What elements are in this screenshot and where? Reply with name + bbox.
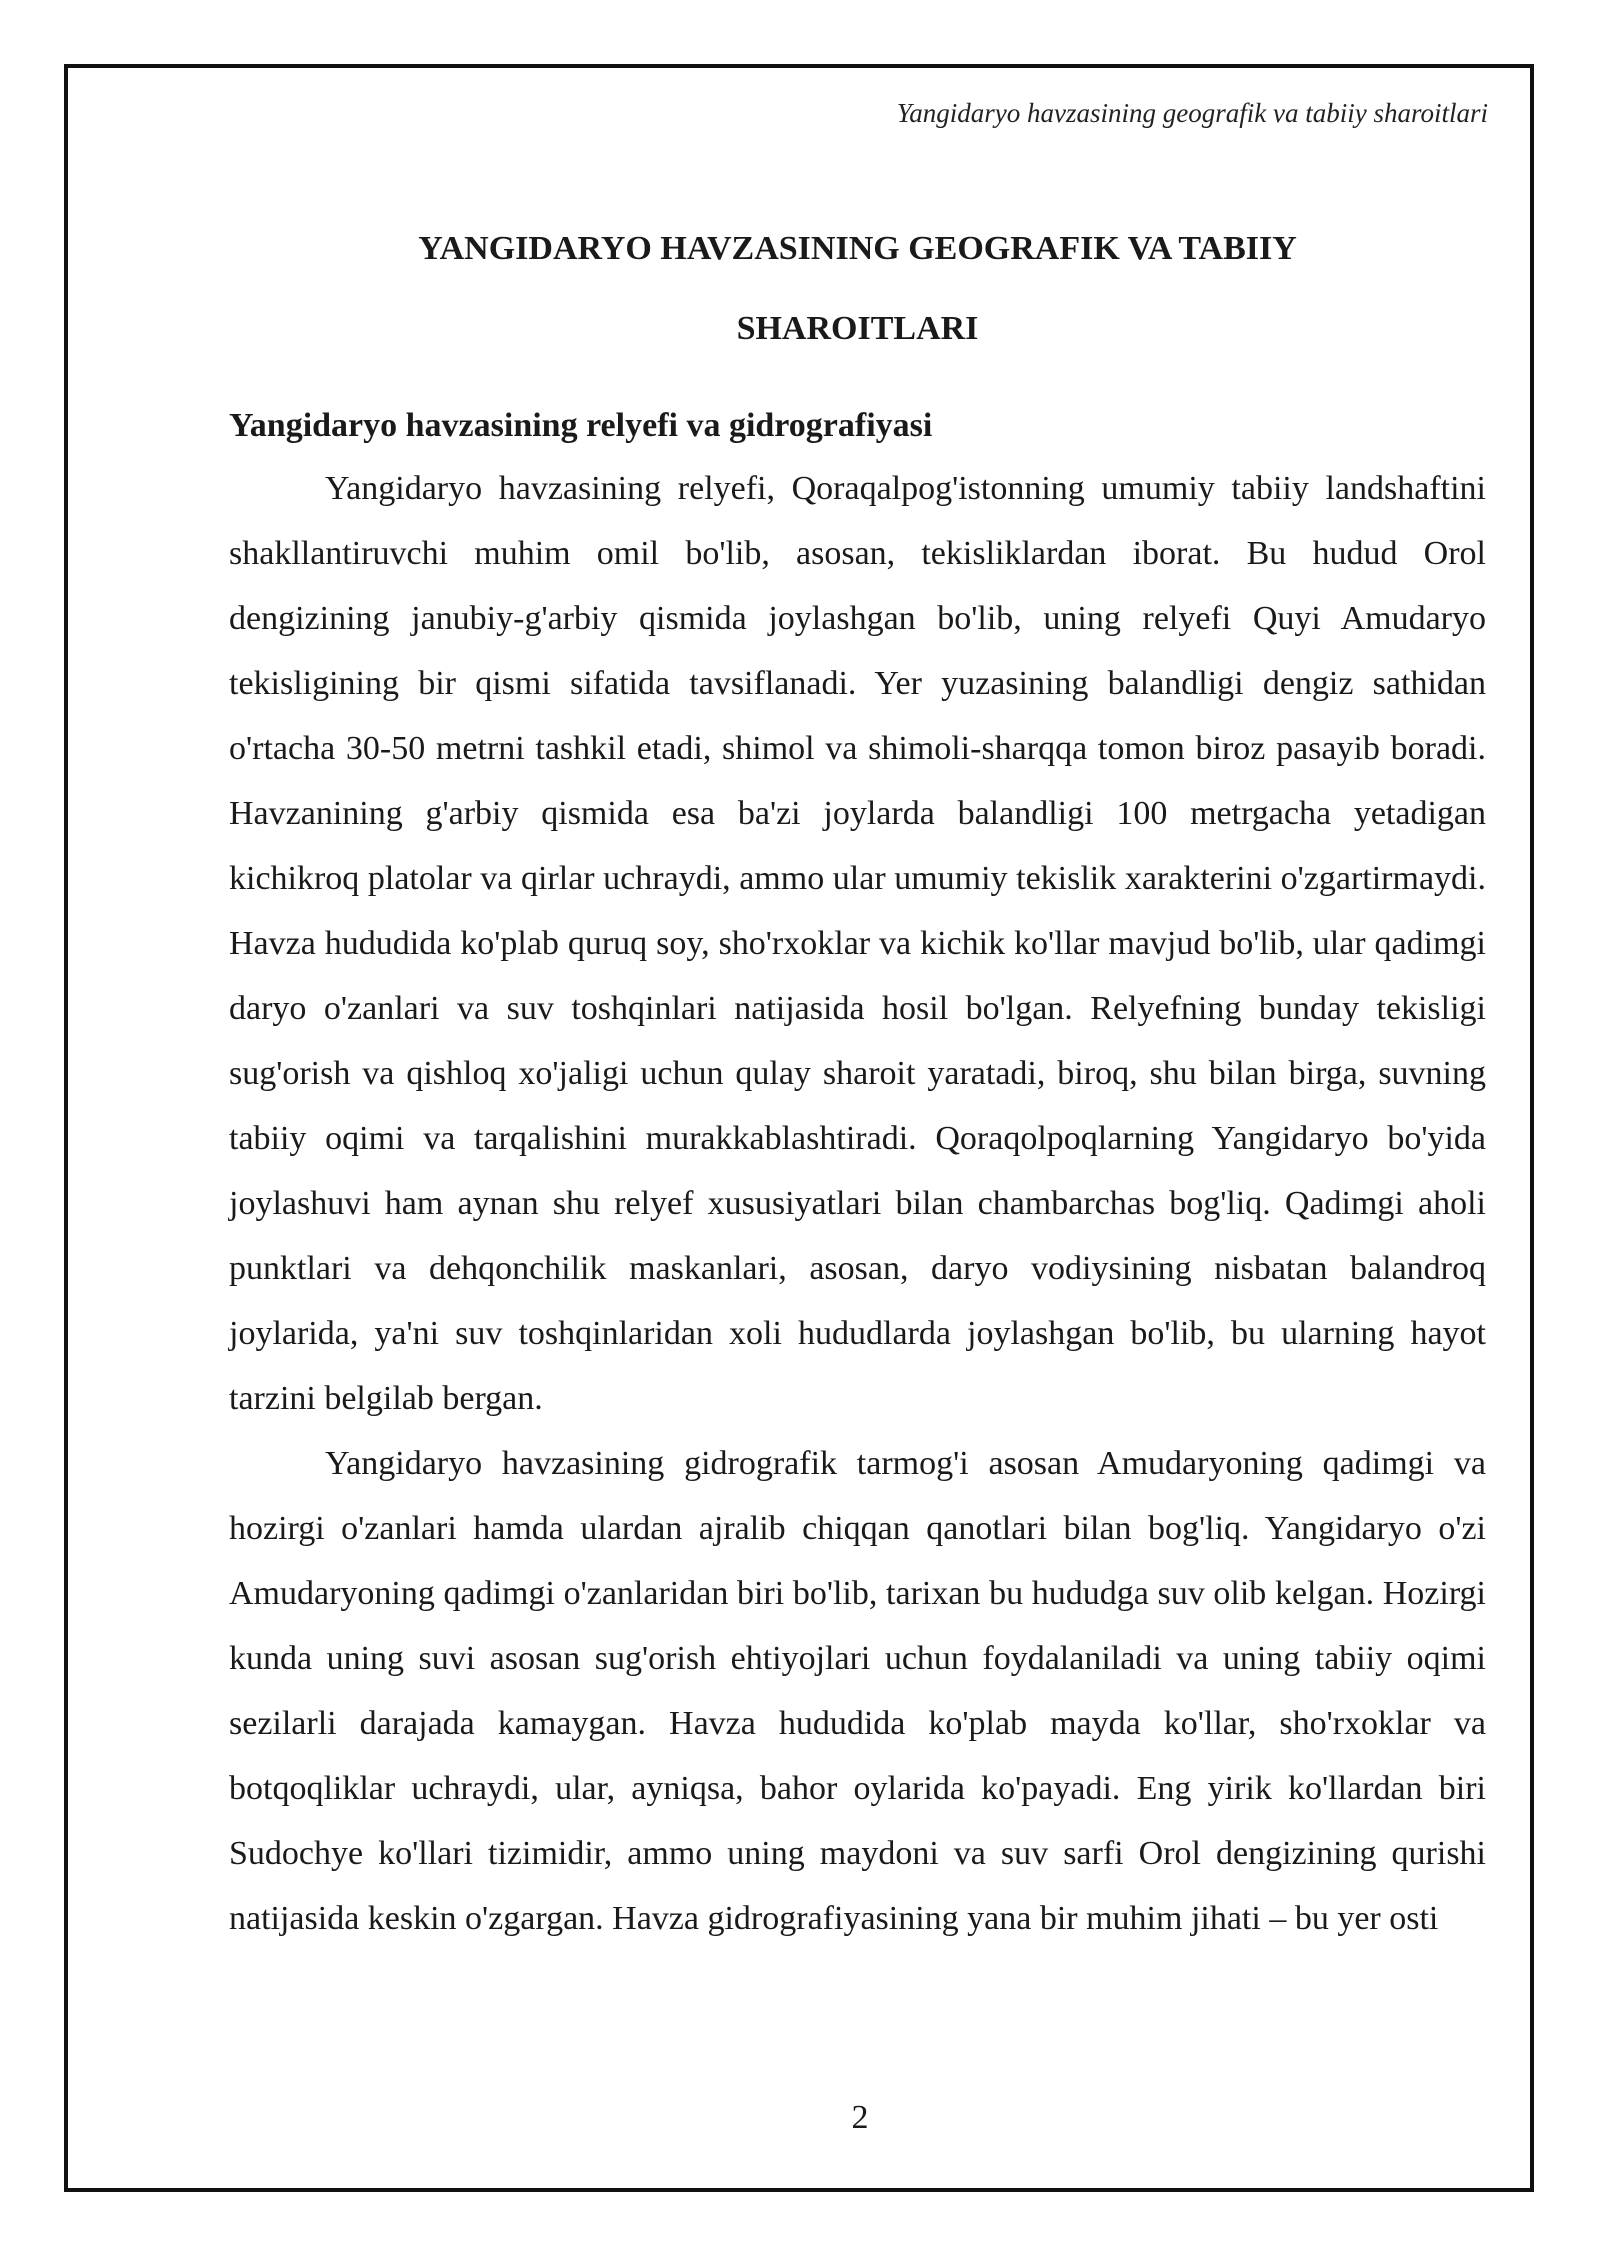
body-paragraph: Yangidaryo havzasining relyefi, Qoraqalpog'istonning umumiy tabiiy landshaftini shakllantiruvchi muhim omil bo'lib, asosan, tekisliklardan iborat. Bu hudud Orol dengizining janubiy-g'arbiy qismida joylashgan bo'lib, uning relyefi Quyi Amudaryo tekisligining bir qismi sifatida tavsiflanadi. Yer yuzasining balandligi dengiz sathidan o'rtacha 30-50 metrni tashkil etadi, shimol va shimoli-sharqqa tomon biroz pasayib boradi. Havzanining g'arbiy qismida esa ba'zi joylarda balandligi 100 metrgacha yetadigan kichikroq platolar va qirlar uchraydi, ammo ular umumiy tekislik xarakterini o'zgartirmaydi. Havza hududida ko'plab quruq soy, sho'rxoklar va kichik ko'llar mavjud bo'lib, ular qadimgi daryo o'zanlari va suv toshqinlari natijasida hosil bo'lgan. Relyefning bunday tekisligi sug'orish va qishloq xo'jaligi uchun qulay sharoit yaratadi, biroq, shu bilan birga, suvning tabiiy oqimi va tarqalishini murakkablashtiradi. Qoraqolpoqlarning Yangidaryo bo'yida joylashuvi ham aynan shu relyef xususiyatlari bilan chambarchas bog'liq. Qadimgi aholi punktlari va dehqonchilik maskanlari, asosan, daryo vodiysining nisbatan balandroq joylarida, ya'ni suv toshqinlaridan xoli hududlarda joylashgan bo'lib, bu ularning hayot tarzini belgilab bergan. (229, 470, 1486, 1417)
document-title (229, 209, 1486, 369)
document-title-line-2: SHAROITLARI (736, 310, 979, 347)
body-paragraph: Yangidaryo havzasining gidrografik tarmog'i asosan Amudaryoning qadimgi va hozirgi o'zanlari hamda ulardan ajralib chiqqan qanotlari bilan bog'liq. Yangidaryo o'zi Amudaryoning qadimgi o'zanlaridan biri bo'lib, tarixan bu hududga suv olib kelgan. Hozirgi kunda uning suvi asosan sug'orish ehtiyojlari uchun foydalaniladi va uning tabiiy oqimi sezilarli darajada kamaygan. Havza hududida ko'plab mayda ko'llar, sho'rxoklar va botqoqliklar uchraydi, ular, ayniqsa, bahor oylarida ko'payadi. Eng yirik ko'llardan biri Sudochye ko'llari tizimidir, ammo uning maydoni va suv sarfi Orol dengizining qurishi natijasida keskin o'zgargan. Havza gidrografiyasining yana bir muhim jihati – bu yer osti (229, 1445, 1486, 1937)
running-header: Yangidaryo havzasining geografik va tabiiy sharoitlari (896, 98, 1488, 128)
page-content (229, 209, 1486, 1951)
document-title-line-1: YANGIDARYO HAVZASINING GEOGRAFIK VA TABIIY (418, 230, 1297, 267)
page-number: 2 (851, 2099, 869, 2136)
section-heading: Yangidaryo havzasining relyefi va gidrografiyasi (229, 407, 933, 444)
